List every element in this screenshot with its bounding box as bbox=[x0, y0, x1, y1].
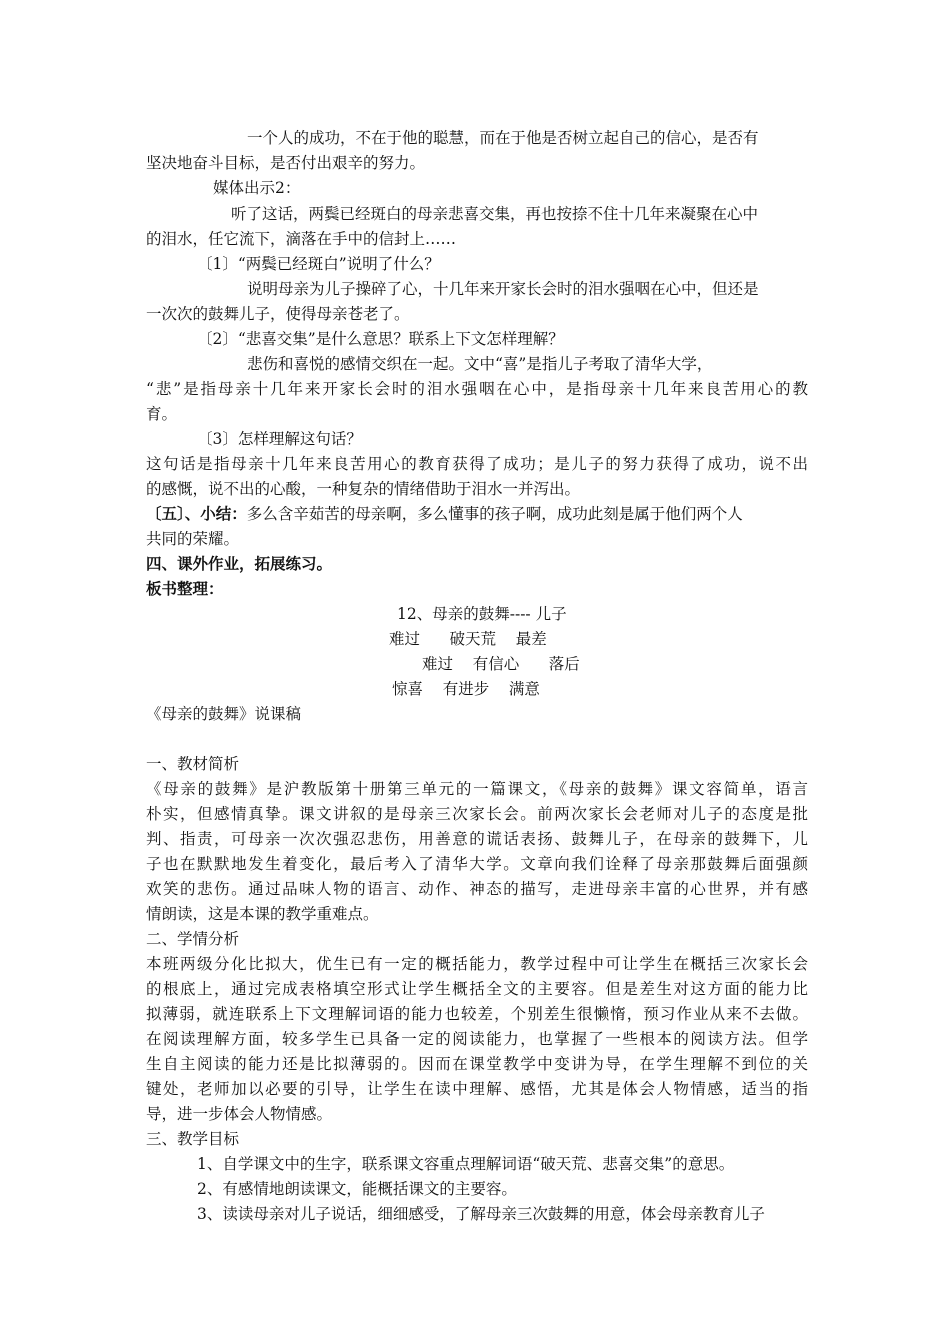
board-row: 难过 有信心 落后 bbox=[422, 655, 580, 673]
paragraph-line: 导，进一步体会人物情感。 bbox=[146, 1105, 333, 1123]
media-heading: 媒体出示2： bbox=[213, 179, 301, 197]
board-row: 难过 破天荒 最差 bbox=[389, 630, 547, 648]
goal-item: 3、读读母亲对儿子说话，细细感受，了解母亲三次鼓舞的用意，体会母亲教育儿子 bbox=[197, 1205, 765, 1223]
goal-item: 2、有感情地朗读课文，能概括课文的主要容。 bbox=[197, 1180, 517, 1198]
section-heading: 板书整理： bbox=[146, 579, 224, 598]
paragraph-line: 的根底上，通过完成表格填空形式让学生概括全文的主要容。但是差生对这方面的能力比 bbox=[146, 980, 808, 998]
paragraph-line: 的感慨，说不出的心酸，一种复杂的情绪借助于泪水一并泻出。 bbox=[146, 480, 581, 498]
paragraph-line: 《母亲的鼓舞》是沪教版第十册第三单元的一篇课文，《母亲的鼓舞》课文容简单，语言 bbox=[146, 780, 808, 798]
paragraph-line: 本班两级分化比拟大，优生已有一定的概括能力，教学过程中可让学生在概括三次家长会 bbox=[146, 955, 808, 973]
paragraph-line: 一次次的鼓舞儿子，使得母亲苍老了。 bbox=[146, 305, 410, 323]
paragraph-line: 子也在默默地发生着变化，最后考入了清华大学。文章向我们诠释了母亲那鼓舞后面强颜 bbox=[146, 855, 808, 873]
section-heading: 四、课外作业，拓展练习。 bbox=[146, 554, 333, 573]
summary-text: 多么含辛茹苦的母亲啊，多么懂事的孩子啊，成功此刻是属于他们两个人 bbox=[246, 505, 743, 523]
question-line: 〔1〕“两鬓已经斑白”说明了什么？ bbox=[197, 255, 440, 273]
paragraph-line: 拟薄弱，就连联系上下文理解词语的能力也较差，个别差生很懒惰，预习作业从来不去做。 bbox=[146, 1005, 808, 1023]
paragraph-line: 在阅读理解方面，较多学生已具备一定的阅读能力，也掌握了一些根本的阅读方法。但学 bbox=[146, 1030, 808, 1048]
paragraph-line: 共同的荣耀。 bbox=[146, 530, 240, 548]
paragraph-line: 键处，老师加以必要的引导，让学生在读中理解、感悟，尤其是体会人物情感，适当的指 bbox=[146, 1080, 808, 1098]
document-title: 《母亲的鼓舞》说课稿 bbox=[146, 705, 302, 723]
goal-item: 1、自学课文中的生字，联系课文容重点理解词语“破天荒、悲喜交集”的意思。 bbox=[197, 1155, 735, 1173]
question-line: 〔3〕怎样理解这句话？ bbox=[197, 430, 362, 448]
paragraph-line: 说明母亲为儿子操碎了心，十几年来开家长会时的泪水强咽在心中，但还是 bbox=[247, 280, 759, 298]
paragraph-line: 朴实，但感情真挚。课文讲叙的是母亲三次家长会。前两次家长会老师对儿子的态度是批 bbox=[146, 805, 808, 823]
paragraph-line: 生自主阅读的能力还是比拟薄弱的。因而在课堂教学中变讲为导，在学生理解不到位的关 bbox=[146, 1055, 808, 1073]
question-line: 〔2〕“悲喜交集”是什么意思？联系上下文怎样理解？ bbox=[197, 330, 564, 348]
paragraph-line: 悲伤和喜悦的感情交织在一起。文中“喜”是指儿子考取了清华大学， bbox=[247, 355, 713, 373]
summary-line bbox=[146, 502, 743, 526]
paragraph-line: 坚决地奋斗目标，是否付出艰辛的努力。 bbox=[146, 154, 426, 172]
section-heading: 三、教学目标 bbox=[146, 1130, 240, 1148]
paragraph-line: 判、指责，可母亲一次次强忍悲伤，用善意的谎话表扬、鼓舞儿子，在母亲的鼓舞下，儿 bbox=[146, 830, 808, 848]
paragraph-line: “悲”是指母亲十几年来开家长会时的泪水强咽在心中，是指母亲十几年来良苦用心的教 bbox=[146, 380, 808, 398]
summary-heading: 〔五〕、小结： bbox=[146, 504, 247, 523]
section-heading: 一、教材简析 bbox=[146, 755, 240, 773]
board-title: 12、母亲的鼓舞---- 儿子 bbox=[397, 605, 567, 623]
paragraph-line: 育。 bbox=[146, 405, 178, 423]
board-row: 惊喜 有进步 满意 bbox=[392, 680, 540, 698]
paragraph-line: 的泪水，任它流下，滴落在手中的信封上…… bbox=[146, 230, 457, 248]
paragraph-line: 这句话是指母亲十几年来良苦用心的教育获得了成功；是儿子的努力获得了成功，说不出 bbox=[146, 455, 808, 473]
paragraph-line: 欢笑的悲伤。通过品味人物的语言、动作、神态的描写，走进母亲丰富的心世界，并有感 bbox=[146, 880, 808, 898]
paragraph-line: 情朗读，这是本课的教学重难点。 bbox=[146, 905, 379, 923]
paragraph-line: 一个人的成功，不在于他的聪慧，而在于他是否树立起自己的信心，是否有 bbox=[247, 129, 759, 147]
section-heading: 二、学情分析 bbox=[146, 930, 240, 948]
paragraph-line: 听了这话，两鬓已经斑白的母亲悲喜交集，再也按捺不住十几年来凝聚在心中 bbox=[231, 205, 759, 223]
